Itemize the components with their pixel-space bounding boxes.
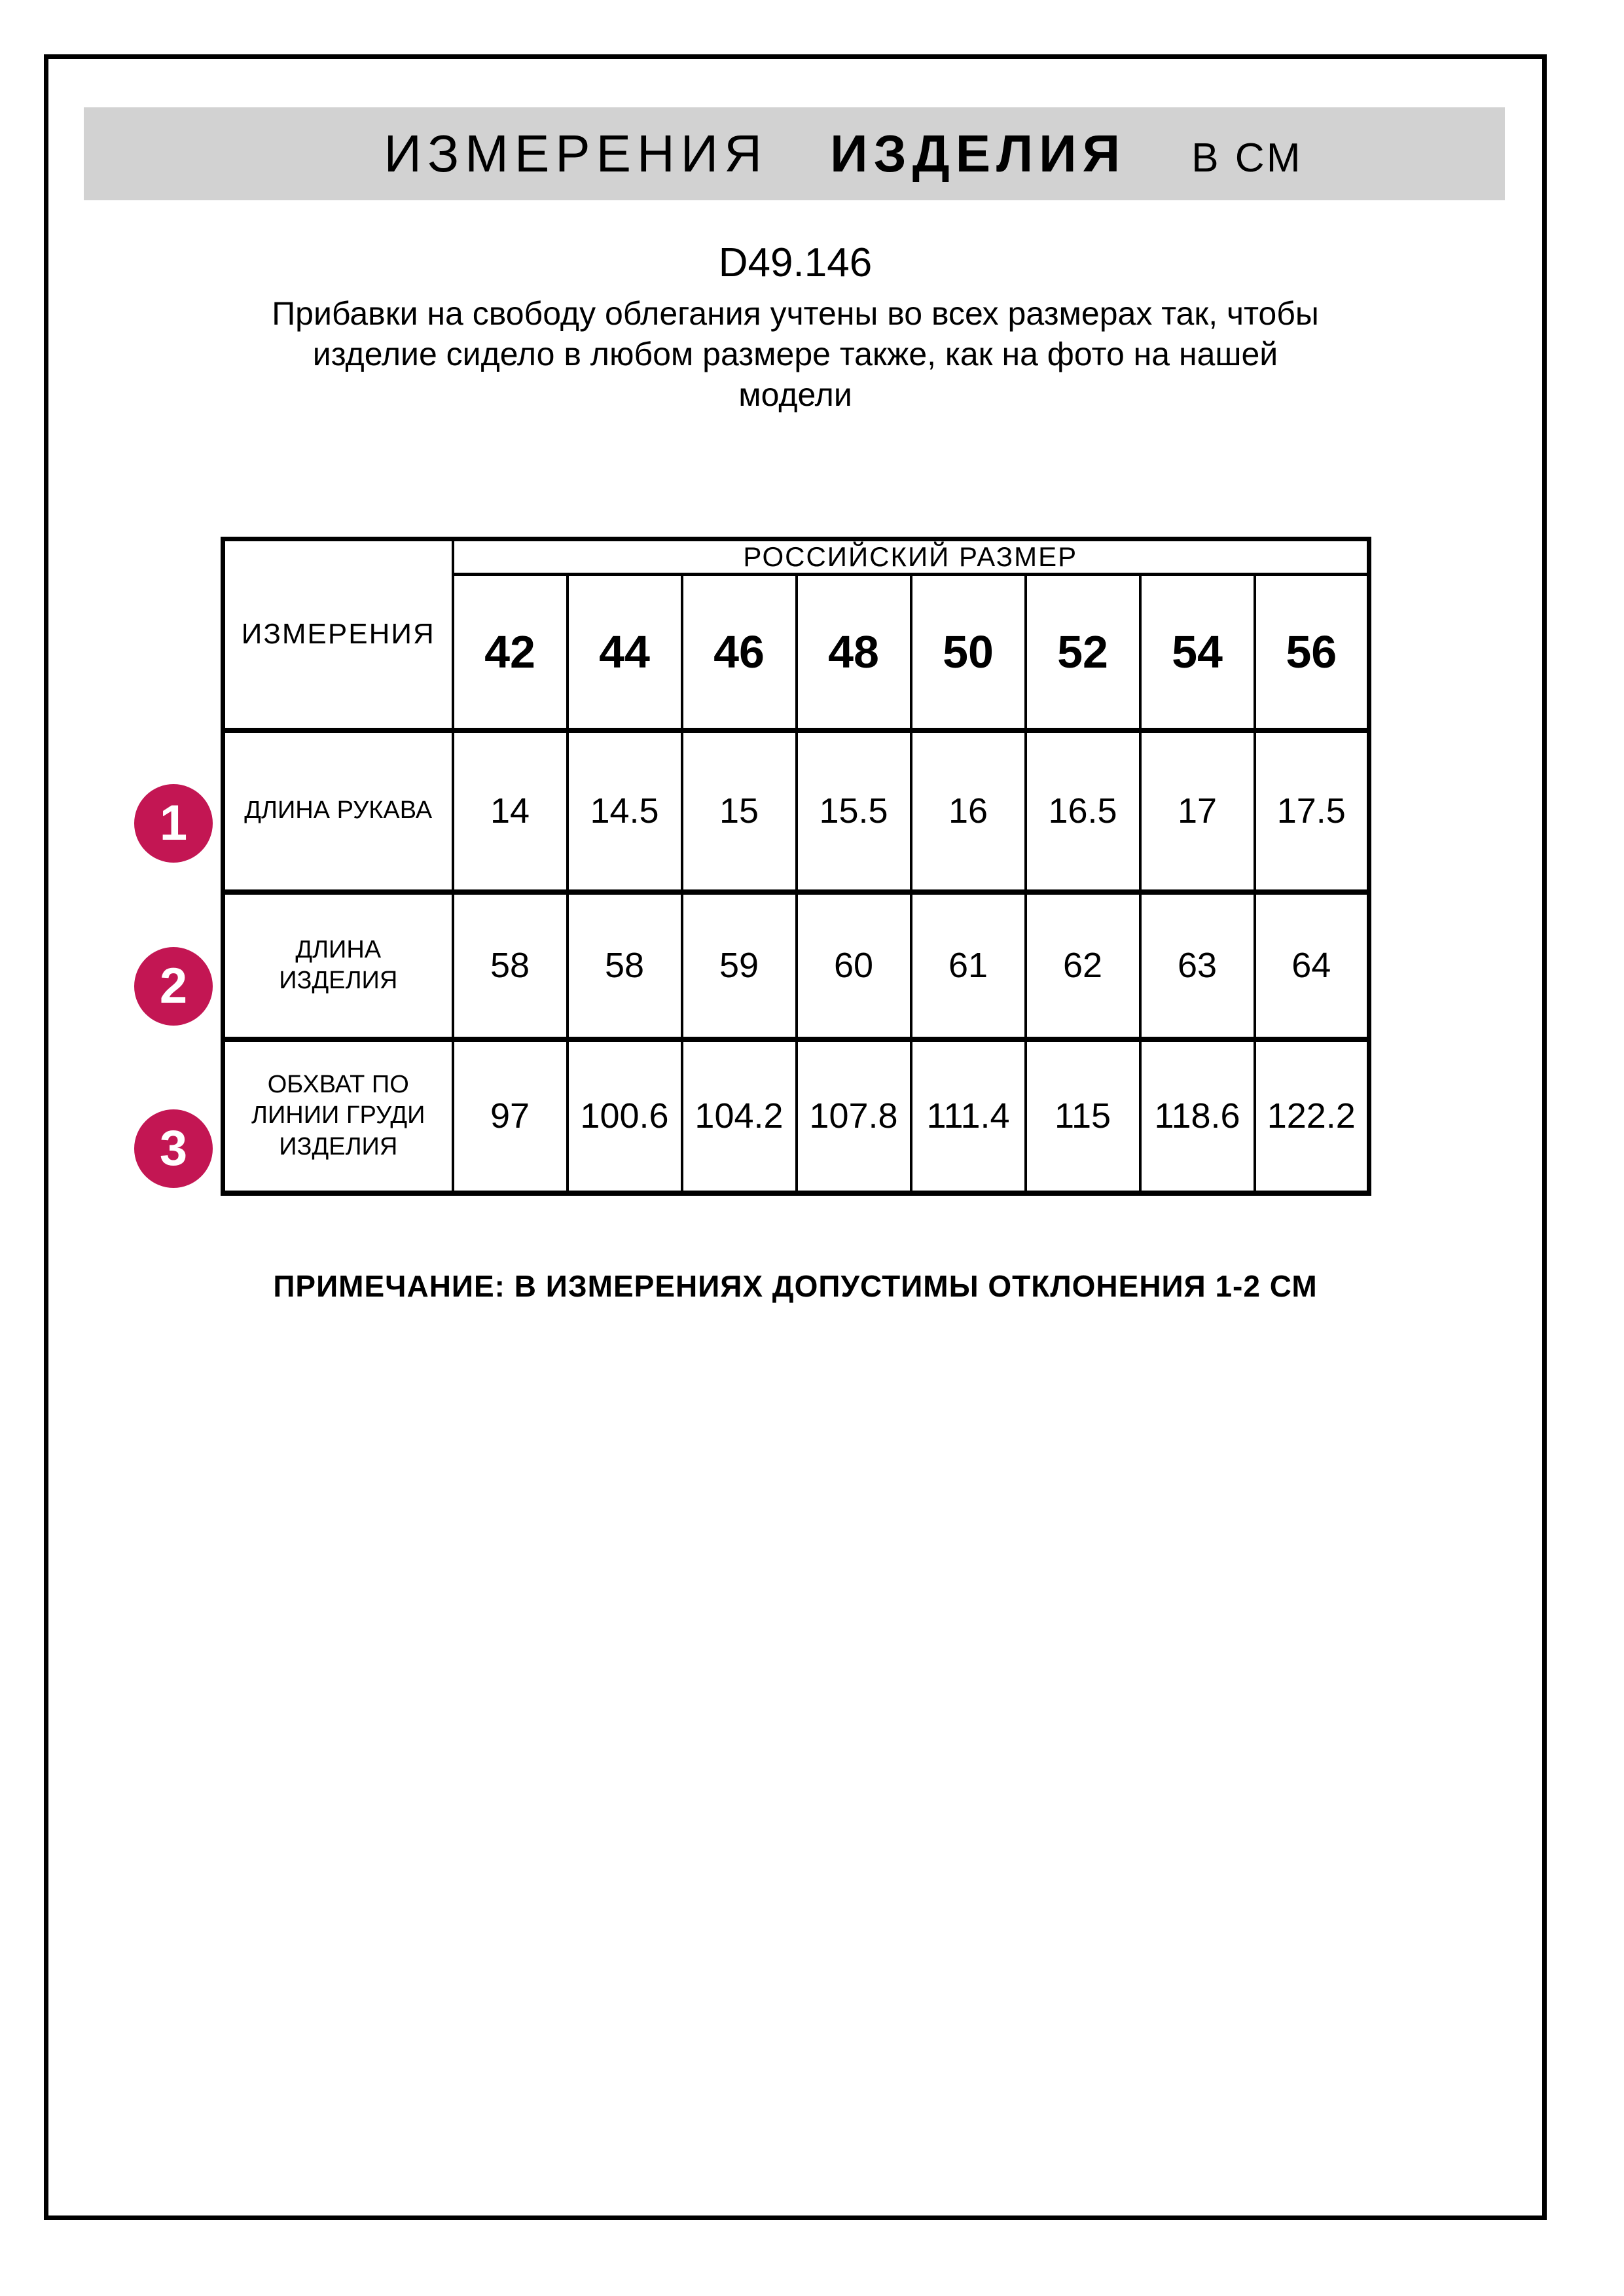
- row-label-product-length: ДЛИНА ИЗДЕЛИЯ: [223, 892, 453, 1039]
- description-line-1: Прибавки на свободу облегания учтены во всех размерах так, чтобы: [272, 295, 1319, 332]
- cell-value: 16: [911, 730, 1026, 892]
- russian-size-group-header: РОССИЙСКИЙ РАЗМЕР: [453, 539, 1369, 575]
- row-label-chest-girth: ОБХВАТ ПО ЛИНИИ ГРУДИ ИЗДЕЛИЯ: [223, 1039, 453, 1193]
- row-number-badge-3: 3: [134, 1109, 213, 1188]
- description-line-3: модели: [738, 376, 852, 413]
- cell-value: 15.5: [797, 730, 911, 892]
- cell-value: 17: [1140, 730, 1255, 892]
- page-title-unit: В СМ: [1191, 135, 1303, 181]
- size-col-48: 48: [797, 575, 911, 730]
- cell-value: 107.8: [797, 1039, 911, 1193]
- cell-value: 100.6: [568, 1039, 682, 1193]
- title-band: [84, 107, 1505, 200]
- cell-value: 17.5: [1255, 730, 1369, 892]
- size-col-42: 42: [453, 575, 568, 730]
- size-col-52: 52: [1026, 575, 1140, 730]
- row-number-badge-2: 2: [134, 947, 213, 1026]
- size-col-50: 50: [911, 575, 1026, 730]
- page-title-measurements: ИЗМЕРЕНИЯ: [384, 124, 768, 183]
- cell-value: 60: [797, 892, 911, 1039]
- cell-value: 97: [453, 1039, 568, 1193]
- cell-value: 115: [1026, 1039, 1140, 1193]
- size-col-56: 56: [1255, 575, 1369, 730]
- row-number-badge-1: 1: [134, 784, 213, 863]
- fit-description: [44, 293, 1547, 415]
- tolerance-note: ПРИМЕЧАНИЕ: В ИЗМЕРЕНИЯХ ДОПУСТИМЫ ОТКЛОНЕНИЯ 1-2 СМ: [273, 1269, 1318, 1303]
- description-line-2: изделие сидело в любом размере также, как на фото на нашей: [312, 336, 1278, 372]
- table-row-product-length: [223, 892, 1369, 1039]
- cell-value: 104.2: [682, 1039, 797, 1193]
- measurements-column-header: ИЗМЕРЕНИЯ: [223, 539, 453, 730]
- model-code: D49.146: [718, 240, 873, 285]
- cell-value: 15: [682, 730, 797, 892]
- cell-value: 58: [568, 892, 682, 1039]
- row-label-sleeve-length: ДЛИНА РУКАВА: [223, 730, 453, 892]
- cell-value: 122.2: [1255, 1039, 1369, 1193]
- size-col-54: 54: [1140, 575, 1255, 730]
- cell-value: 62: [1026, 892, 1140, 1039]
- cell-value: 59: [682, 892, 797, 1039]
- cell-value: 61: [911, 892, 1026, 1039]
- size-table: [221, 537, 1371, 1196]
- cell-value: 63: [1140, 892, 1255, 1039]
- cell-value: 58: [453, 892, 568, 1039]
- size-col-46: 46: [682, 575, 797, 730]
- cell-value: 14.5: [568, 730, 682, 892]
- cell-value: 111.4: [911, 1039, 1026, 1193]
- cell-value: 16.5: [1026, 730, 1140, 892]
- cell-value: 64: [1255, 892, 1369, 1039]
- size-col-44: 44: [568, 575, 682, 730]
- page-title-product: ИЗДЕЛИЯ: [830, 124, 1127, 183]
- table-row-sleeve-length: [223, 730, 1369, 892]
- cell-value: 14: [453, 730, 568, 892]
- table-row-chest-girth: [223, 1039, 1369, 1193]
- cell-value: 118.6: [1140, 1039, 1255, 1193]
